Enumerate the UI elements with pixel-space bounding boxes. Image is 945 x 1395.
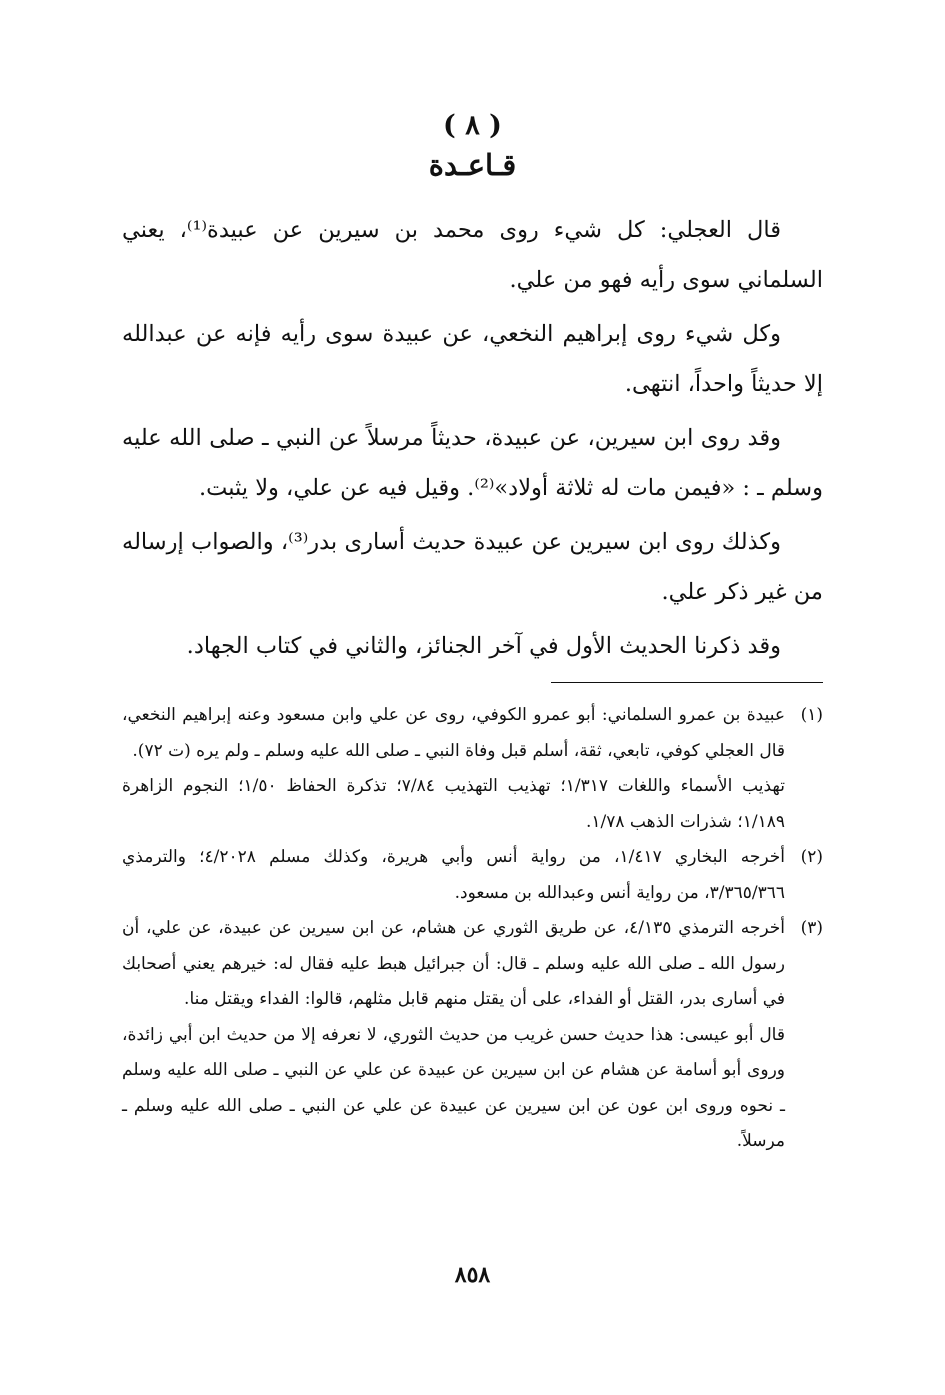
footnote-line: قال أبو عيسى: هذا حديث حسن غريب من حديث الثوري، لا نعرفه إلا من حديث ابن أبي زائدة، وروى أبو أسامة عن هشام عن ابن سيرين عن عبيدة عن علي عن النبي ـ صلى الله عليه وسلم ـ نحوه وروى ابن عون عن ابن سيرين عن عبيدة عن علي عن النبي ـ صلى الله عليه وسلم ـ مرسلاً. — [122, 1024, 785, 1151]
footnote-number: (١) — [800, 705, 823, 725]
footnote-line: أخرجه الترمذي ٤/١٣٥، عن طريق الثوري عن هشام، عن ابن سيرين عن عبيدة، عن علي، أن رسول الله ـ صلى الله عليه وسلم ـ قال: أن جبرائيل هبط عليه فقال له: خيرهم يعني أصحابك في أسارى بدر، القتل أو الفداء، على أن يقتل منهم قابل مثلهم، قالوا: الفداء ويقتل منا. — [122, 918, 785, 1009]
paragraph: وكل شيء روى إبراهيم النخعي، عن عبيدة سوى رأيه فإنه عن عبدالله إلا حديثاً واحداً، انتهى. — [122, 321, 823, 397]
paragraph: وكذلك روى ابن سيرين عن عبيدة حديث أسارى بدر⁽³⁾، والصواب إرساله من غير ذكر علي. — [122, 529, 823, 605]
page-number: ٨٥٨ — [454, 1262, 491, 1288]
footnote-line: عبيدة بن عمرو السلماني: أبو عمرو الكوفي، روى عن علي وابن مسعود وعنه إبراهيم النخعي، قال العجلي كوفي، تابعي، ثقة، أسلم قبل وفاة النبي ـ صلى الله عليه وسلم ـ ولم يره (ت ٧٢). — [122, 705, 785, 761]
footnotes — [122, 698, 823, 1160]
footnote-body — [122, 698, 785, 840]
footnote-body — [122, 911, 785, 1160]
paragraph: وقد روى ابن سيرين، عن عبيدة، حديثاً مرسلاً عن النبي ـ صلى الله عليه وسلم ـ : «فيمن مات له ثلاثة أولاد»⁽²⁾. وقيل فيه عن علي، ولا يثبت. — [122, 425, 823, 501]
footnote-number: (٣) — [800, 918, 823, 938]
book-page — [122, 0, 823, 1395]
footnote-line: تهذيب الأسماء واللغات ١/٣١٧؛ تهذيب التهذيب ٧/٨٤؛ تذكرة الحفاظ ١/٥٠؛ النجوم الزاهرة ١/١٨٩؛ شذرات الذهب ١/٧٨. — [122, 776, 786, 832]
footnote-divider — [551, 682, 823, 683]
footnote — [122, 911, 823, 1160]
paragraph: قال العجلي: كل شيء روى محمد بن سيرين عن عبيدة⁽¹⁾، يعني السلماني سوى رأيه فهو من علي. — [122, 217, 823, 293]
footnote-line: أخرجه البخاري ١/٤١٧، من رواية أنس وأبي هريرة، وكذلك مسلم ٤/٢٠٢٨؛ والترمذي ٣/٣٦٥/٣٦٦، من رواية أنس وعبدالله بن مسعود. — [122, 847, 786, 903]
section-title: قـاعـدة — [428, 148, 517, 182]
footnote-body — [122, 840, 785, 911]
footnote — [122, 840, 823, 911]
paragraph: وقد ذكرنا الحديث الأول في آخر الجنائز، والثاني في كتاب الجهاد. — [186, 633, 781, 659]
footnote-number: (٢) — [800, 847, 823, 867]
section-number: ( ٨ ) — [443, 110, 502, 141]
footnote — [122, 698, 823, 840]
main-text — [122, 205, 823, 675]
